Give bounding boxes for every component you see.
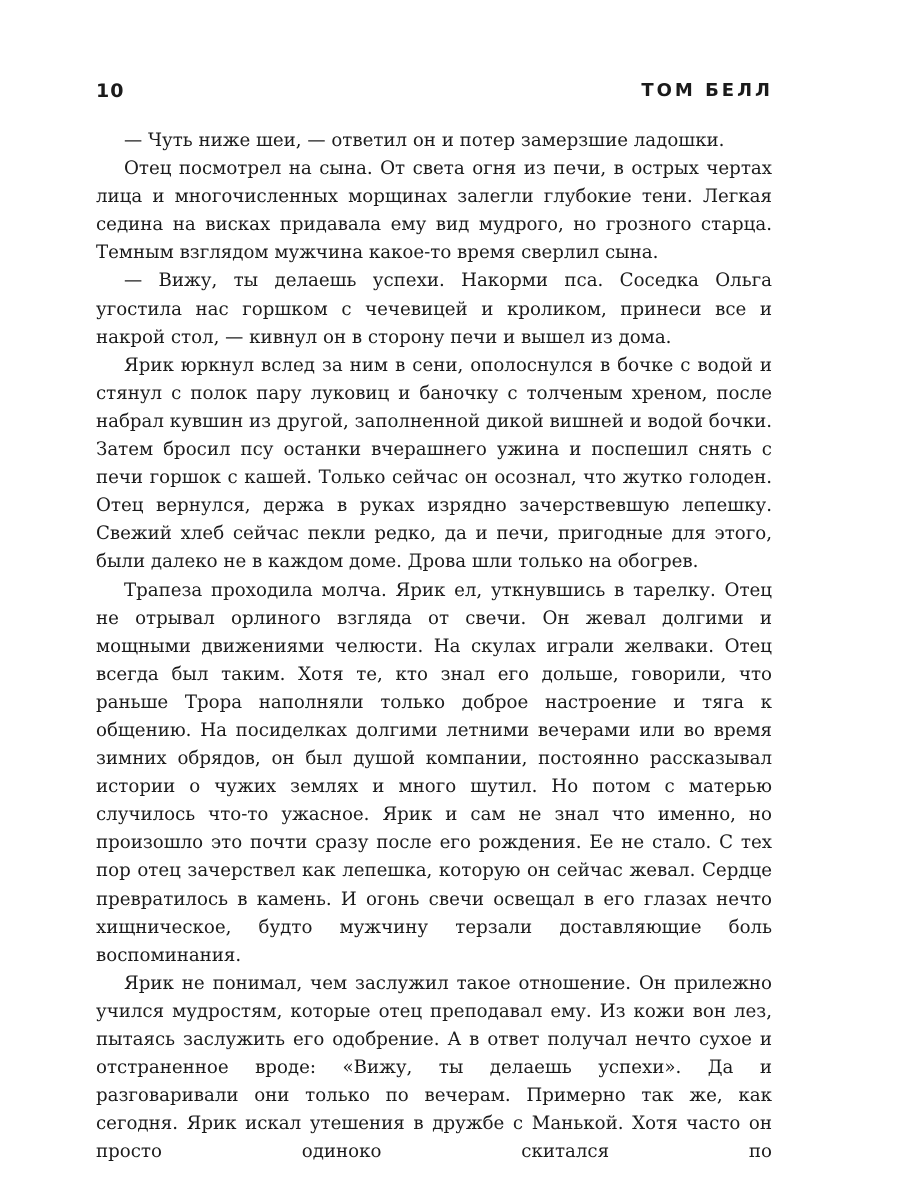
paragraph: Отец посмотрел на сына. От света огня из печи, в острых чертах лица и многочисленных морщинах залегли глубокие тени. Легкая седина на висках придавала ему вид мудрого, но грозного старца. Темным взглядом мужчина какое-то время сверлил сына. (96, 158, 772, 264)
author-name: ТОМ БЕЛЛ (641, 80, 773, 101)
paragraph: Ярик юркнул вслед за ним в сени, ополоснулся в бочке с водой и стянул с полок пару луковиц и баночку с толченым хреном, после набрал кувшин из другой, заполненной дикой вишней и водой бочки. Затем бросил псу останки вчерашнего ужина и поспешил снять с печи горшок с кашей. Только сейчас он осознал, что жутко голоден. Отец вернулся, держа в руках изрядно зачерствевшую лепешку. Свежий хлеб сейчас пекли редко, да и печи, пригодные для этого, были далеко не в каждом доме. Дрова шли только на обогрев. (96, 354, 772, 573)
paragraph: Ярик не понимал, чем заслужил такое отношение. Он прилежно учился мудростям, которые отец преподавал ему. Из кожи вон лез, пытаясь заслужить его одобрение. А в ответ получал нечто сухое и отстраненное вроде: «Вижу, ты делаешь успехи». Да и разговаривали они только по вечерам. Примерно так же, как сегодня. Ярик искал утешения в дружбе с Манькой. Хотя часто он просто одиноко скитался по (96, 972, 772, 1163)
body-text (96, 127, 772, 1166)
paragraph: Трапеза проходила молча. Ярик ел, уткнувшись в тарелку. Отец не отрывал орлиного взгляда от свечи. Он жевал долгими и мощными движениями челюсти. На скулах играли желваки. Отец всегда был таким. Хотя те, кто знал его дольше, говорили, что раньше Трора наполняли только доброе настроение и тяга к общению. На посиделках долгими летними вечерами или во время зимних обрядов, он был душой компании, постоянно рассказывал истории о чужих землях и много шутил. Но потом с матерью случилось что-то ужасное. Ярик и сам не знал что именно, но произошло это почти сразу после его рождения. Ее не стало. С тех пор отец зачерствел как лепешка, которую он сейчас жевал. Сердце превратилось в камень. И огонь свечи освещал в его глазах нечто хищническое, будто мужчину терзали доставляющие боль воспоминания. (96, 579, 772, 966)
running-header (96, 80, 773, 112)
paragraph: — Вижу, ты делаешь успехи. Накорми пса. Соседка Ольга угостила нас горшком с чечевицей и кроликом, принеси все и накрой стол, — кивнул он в сторону печи и вышел из дома. (96, 270, 772, 348)
page-number: 10 (96, 80, 125, 102)
paragraph: — Чуть ниже шеи, — ответил он и потер замерзшие ладошки. (124, 130, 725, 151)
